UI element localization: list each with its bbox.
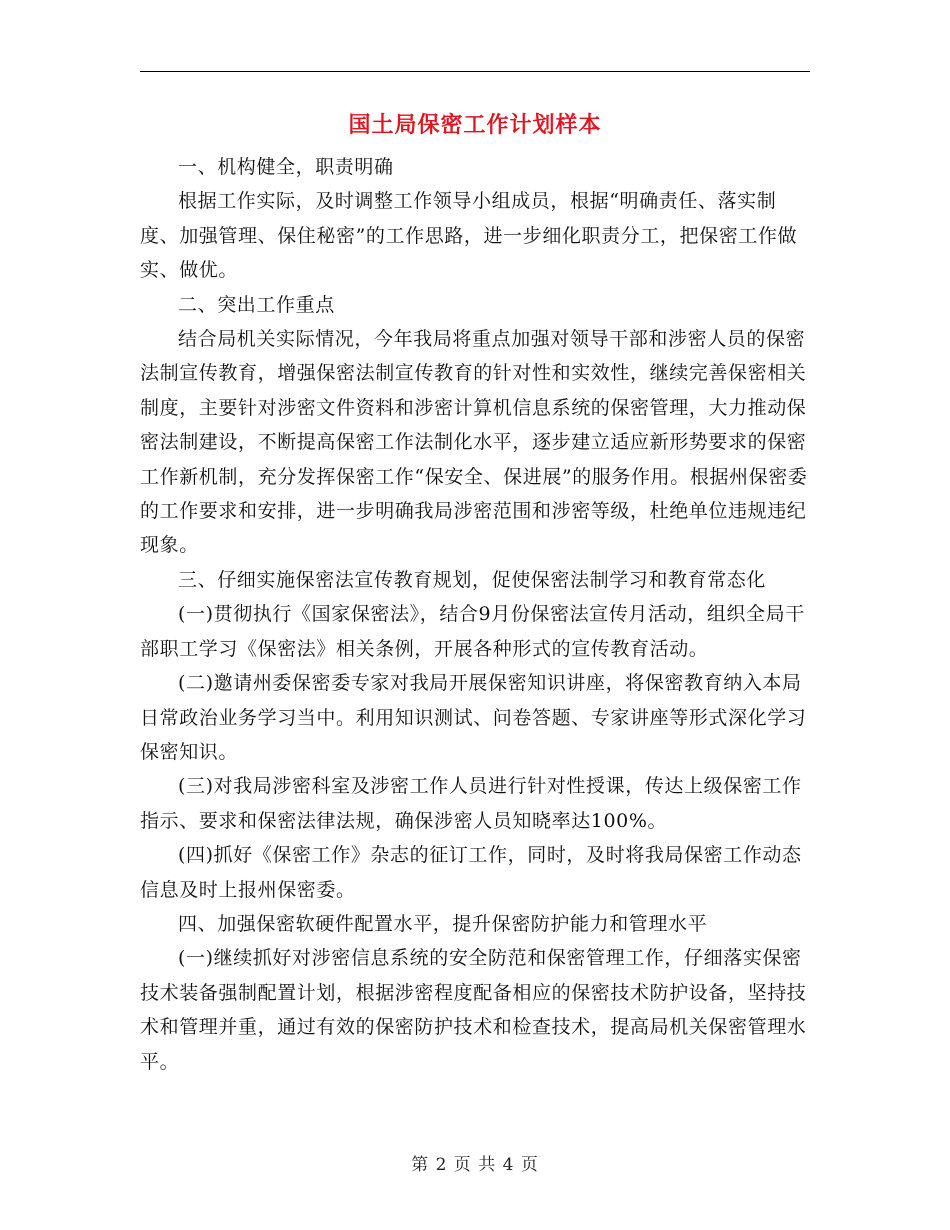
section-heading-4: 四、加强保密软硬件配置水平，提升保密防护能力和管理水平 [178, 912, 708, 935]
header-rule [140, 71, 810, 72]
list-item: (一)贯彻执行《国家保密法》，结合9月份保密法宣传月活动，组织全局干部职工学习《保密法》相关条例，开展各种形式的宣传教育活动。 [140, 603, 805, 660]
section-heading-1: 一、机构健全，职责明确 [178, 156, 394, 178]
page-number: 第 2 页 共 4 页 [411, 1155, 539, 1175]
list-item: (一)继续抓好对涉密信息系统的安全防范和保密管理工作，仔细落实保密技术装备强制配置计划，根据涉密程度配备相应的保密技术防护设备，坚持技术和管理并重，通过有效的保密防护技术和检查技术，提高局机关保密管理水平。 [140, 947, 807, 1073]
list-item: (四)抓好《保密工作》杂志的征订工作，同时，及时将我局保密工作动态信息及时上报州保密委。 [140, 844, 802, 901]
section-heading-3: 三、仔细实施保密法宣传教育规划，促使保密法制学习和教育常态化 [178, 568, 767, 591]
list-item: (三)对我局涉密科室及涉密工作人员进行针对性授课，传达上级保密工作指示、要求和保密法律法规，确保涉密人员知晓率达100%。 [140, 775, 802, 832]
section-heading-2: 二、突出工作重点 [178, 293, 335, 316]
paragraph: 根据工作实际，及时调整工作领导小组成员，根据“明确责任、落实制度、加强管理、保住秘密”的工作思路，进一步细化职责分工，把保密工作做实、做优。 [140, 190, 798, 282]
list-item: (二)邀请州委保密委专家对我局开展保密知识讲座，将保密教育纳入本局日常政治业务学习当中。利用知识测试、问卷答题、专家讲座等形式深化学习保密知识。 [140, 672, 807, 763]
document-body [140, 150, 810, 1079]
paragraph: 结合局机关实际情况，今年我局将重点加强对领导干部和涉密人员的保密法制宣传教育，增强保密法制宣传教育的针对性和实效性，继续完善保密相关制度，主要针对涉密文件资料和涉密计算机信息系统的保密管理，大力推动保密法制建设，不断提高保密工作法制化水平，逐步建立适应新形势要求的保密工作新机制，充分发挥保密工作“保安全、保进展”的服务作用。根据州保密委的工作要求和安排，进一步明确我局涉密范围和涉密等级，杜绝单位违规违纪现象。 [140, 328, 808, 557]
document-title: 国土局保密工作计划样本 [348, 112, 602, 138]
